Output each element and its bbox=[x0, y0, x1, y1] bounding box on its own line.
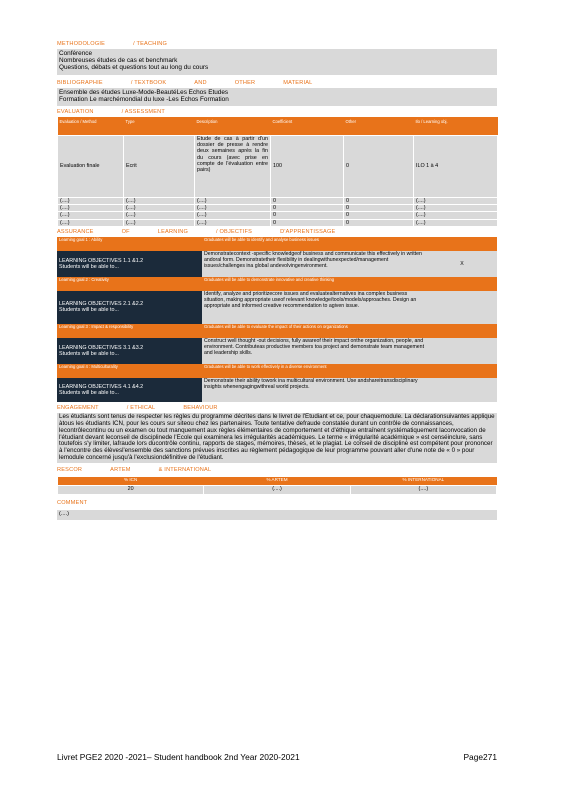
rescor-value: (....) bbox=[204, 486, 350, 495]
learning-objective-mark bbox=[427, 338, 497, 364]
table-row bbox=[58, 212, 498, 219]
rescor-table bbox=[57, 477, 497, 495]
learning-objective-text: Identify, analyze and prioritizecore issues and evaluatealternatives ina complex business situation, making appropriate useof relevant knowledge/tools/models/approaches. Design an appropriate and informed creative recommendation to agiven issue. bbox=[202, 291, 427, 324]
table-cell: 0 bbox=[271, 205, 344, 212]
methodology-heading: METHODOLOGIE / TEACHING bbox=[57, 41, 168, 47]
learning-objective-text: Demonstrate their ability towork ina multicultural environment. Use andshareitransdisciplinary insights whenengagingwithreal world projects. bbox=[202, 378, 427, 402]
table-cell: (....) bbox=[414, 219, 498, 226]
methodology-box bbox=[57, 49, 497, 75]
column-header: Evaluation / Method bbox=[58, 117, 124, 136]
table-cell: (....) bbox=[195, 205, 271, 212]
learning-objective-label: LEARNING OBJECTIVES 2.1 &2.2 Students will be able to... bbox=[57, 291, 202, 324]
table-row bbox=[58, 198, 498, 205]
column-header: % INTERNATIONAL bbox=[350, 477, 496, 486]
bibliography-box bbox=[57, 88, 497, 106]
learning-objective-row bbox=[57, 291, 497, 324]
comment-heading: COMMENT bbox=[57, 500, 88, 507]
table-cell: Ecrit bbox=[124, 136, 195, 198]
table-row bbox=[58, 205, 498, 212]
learning-objective-row bbox=[57, 338, 497, 364]
table-cell: 0 bbox=[344, 205, 414, 212]
table-cell: 0 bbox=[271, 219, 344, 226]
learning-objective-label: LEARNING OBJECTIVES 3.1 &3.2 Students will be able to... bbox=[57, 338, 202, 364]
learning-goal-description: Graduates will be able to demonstrate innovative and creative thinking bbox=[202, 277, 497, 291]
engagement-text: Les étudiants sont tenus de respecter les règles du programme décrites dans le livret de l'Etudiant et ce, pour chaquemodule. La déclarationsuivantes applique àtous les étudiants ICN, pour les cours sur siteou chez les partenaires. Toute tentative defraude constatée durant un contrôle de connaissances, lecontrôlecontinu ou un examen ou tout manquement aux règles élémentaires de comportement et d'éthique entraînent systématiquement laconvocation de l'étudiant devant leconseil de disciplinede l'Ecole qui examinera les irrégularités académiques. Le terme « irrégularité académique » est censéinclure, sans toutefois s'y limiter, lafraude lors ducontrôle continu, rapports de stages, mémoires, thèses, et le plagiat. Le conseil de discipline est compétent pour prononcer à l'encontre des élèvesl'ensemble des sanctions prévues inscrites au règlement pédagogique de leur programme pouvant aller d'une note de « 0 » pour lemodule concerné jusqu'à l'exclusiondéfinitive de l'étudiant. bbox=[57, 413, 497, 463]
table-cell: 0 bbox=[271, 212, 344, 219]
learning-goal-title: Learning goal 4 : Multiculturality bbox=[57, 364, 202, 378]
table-cell: (....) bbox=[124, 198, 195, 205]
learning-goal-header bbox=[57, 237, 497, 251]
learning-objective-text: Construct well thought -out decisions, fully awareof their impact onthe organization, people, and environment. Contributeas productive members toa project and demonstrate team management and leadership skills. bbox=[202, 338, 427, 364]
footer-title: Livret PGE2 2020 -2021– Student handbook 2nd Year 2020-2021 bbox=[57, 752, 300, 762]
bibliography-line: Formation Le marchémondial du luxe -Les Echos Formation bbox=[59, 96, 229, 103]
column-header: % ARTEM bbox=[204, 477, 350, 486]
bibliography-line: Ensemble des études Luxe-Mode-BeautéLes Echos Etudes bbox=[59, 89, 229, 96]
engagement-heading: ENGAGEMENT / ETHICAL BEHAVIOUR bbox=[57, 404, 218, 411]
table-cell: (....) bbox=[195, 198, 271, 205]
learning-goal-title: Learning goal 3 : Impact & responsibility bbox=[57, 324, 202, 338]
learning-goal-header bbox=[57, 277, 497, 291]
table-cell: 0 bbox=[344, 219, 414, 226]
column-header: Description bbox=[195, 117, 271, 136]
table-cell: Evaluation finale bbox=[58, 136, 124, 198]
rescor-value: 20 bbox=[58, 486, 204, 495]
rescor-value: (....) bbox=[350, 486, 496, 495]
learning-goal-description: Graduates will be able to identify and analyse business issues bbox=[202, 237, 497, 251]
learning-objectives-table bbox=[57, 237, 497, 402]
evaluation-header-row bbox=[58, 117, 498, 136]
table-cell: 0 bbox=[344, 212, 414, 219]
methodology-line: Questions, débats et questions tout au long du cours bbox=[59, 64, 209, 71]
table-cell: (....) bbox=[414, 212, 498, 219]
table-cell: 0 bbox=[271, 198, 344, 205]
learning-goal-title: Learning goal 2 : Creativity bbox=[57, 277, 202, 291]
learning-objective-label: LEARNING OBJECTIVES 4.1 &4.2 Students will be able to... bbox=[57, 378, 202, 402]
learning-goal-title: Learning goal 1 : Ability bbox=[57, 237, 202, 251]
table-row bbox=[58, 136, 498, 198]
methodology-line: Conférence bbox=[59, 50, 93, 57]
table-cell: (....) bbox=[124, 212, 195, 219]
table-cell: (....) bbox=[58, 219, 124, 226]
evaluation-table bbox=[57, 117, 498, 227]
rescor-value-row bbox=[58, 486, 497, 495]
rescor-header-row bbox=[58, 477, 497, 486]
table-cell: 0 bbox=[344, 136, 414, 198]
table-cell: (....) bbox=[195, 219, 271, 226]
column-header: Type bbox=[124, 117, 195, 136]
table-cell: (....) bbox=[414, 205, 498, 212]
table-cell: ILO 1 à 4 bbox=[414, 136, 498, 198]
column-header: Coefficient bbox=[271, 117, 344, 136]
learning-objective-mark: X bbox=[427, 251, 497, 277]
learning-objective-text: Demonstratecontext -specific knowledgeof business and communicate this effectively in written andoral form. Demonstratetheir flexibility in dealingwithunexpected/management issues/challenges ina global andevolvingenvironment. bbox=[202, 251, 427, 277]
learning-objective-row bbox=[57, 378, 497, 402]
table-cell: (....) bbox=[58, 212, 124, 219]
bibliography-heading: BIBLIOGRAPHIE / TEXTBOOK AND OTHER MATERIAL bbox=[57, 80, 313, 86]
course-page bbox=[57, 40, 497, 520]
learning-objective-mark bbox=[427, 378, 497, 402]
learning-objective-row bbox=[57, 251, 497, 277]
learning-goal-description: Graduates will be able to work effectively in a diverse environment bbox=[202, 364, 497, 378]
table-cell: (....) bbox=[58, 205, 124, 212]
learning-goal-header bbox=[57, 364, 497, 378]
table-cell: 0 bbox=[344, 198, 414, 205]
column-header: Ilo / Learning obj. bbox=[414, 117, 498, 136]
comment-box: (....) bbox=[57, 510, 497, 520]
page-number: Page271 bbox=[463, 752, 497, 762]
rescor-heading: RESCOR ARTEM & INTERNATIONAL bbox=[57, 467, 212, 474]
column-header: Other bbox=[344, 117, 414, 136]
assurance-heading: ASSURANCE OF LEARNING / OBJECTIFS D'APPRENTISSAGE bbox=[57, 228, 336, 235]
evaluation-heading: EVALUATION / ASSESSMENT bbox=[57, 109, 166, 115]
learning-objective-label: LEARNING OBJECTIVES 1.1 &1.2 Students will be able to... bbox=[57, 251, 202, 277]
table-cell: (....) bbox=[124, 205, 195, 212]
column-header: % ICN bbox=[58, 477, 204, 486]
table-cell: Etude de cas à partir d'un dossier de presse à rendre deux semaines après la fin du cours (avec prise en compte de l'évaluation entre pairs) bbox=[195, 136, 271, 198]
table-row bbox=[58, 219, 498, 226]
table-cell: (....) bbox=[58, 198, 124, 205]
page-footer bbox=[57, 752, 497, 762]
table-cell: (....) bbox=[124, 219, 195, 226]
learning-objective-mark bbox=[427, 291, 497, 324]
learning-goal-description: Graduates will be able to evaluate the impact of their actions on organizations bbox=[202, 324, 497, 338]
table-cell: 100 bbox=[271, 136, 344, 198]
methodology-line: Nombreuses études de cas et benchmark bbox=[59, 57, 178, 64]
learning-goal-header bbox=[57, 324, 497, 338]
table-cell: (....) bbox=[414, 198, 498, 205]
table-cell: (....) bbox=[195, 212, 271, 219]
